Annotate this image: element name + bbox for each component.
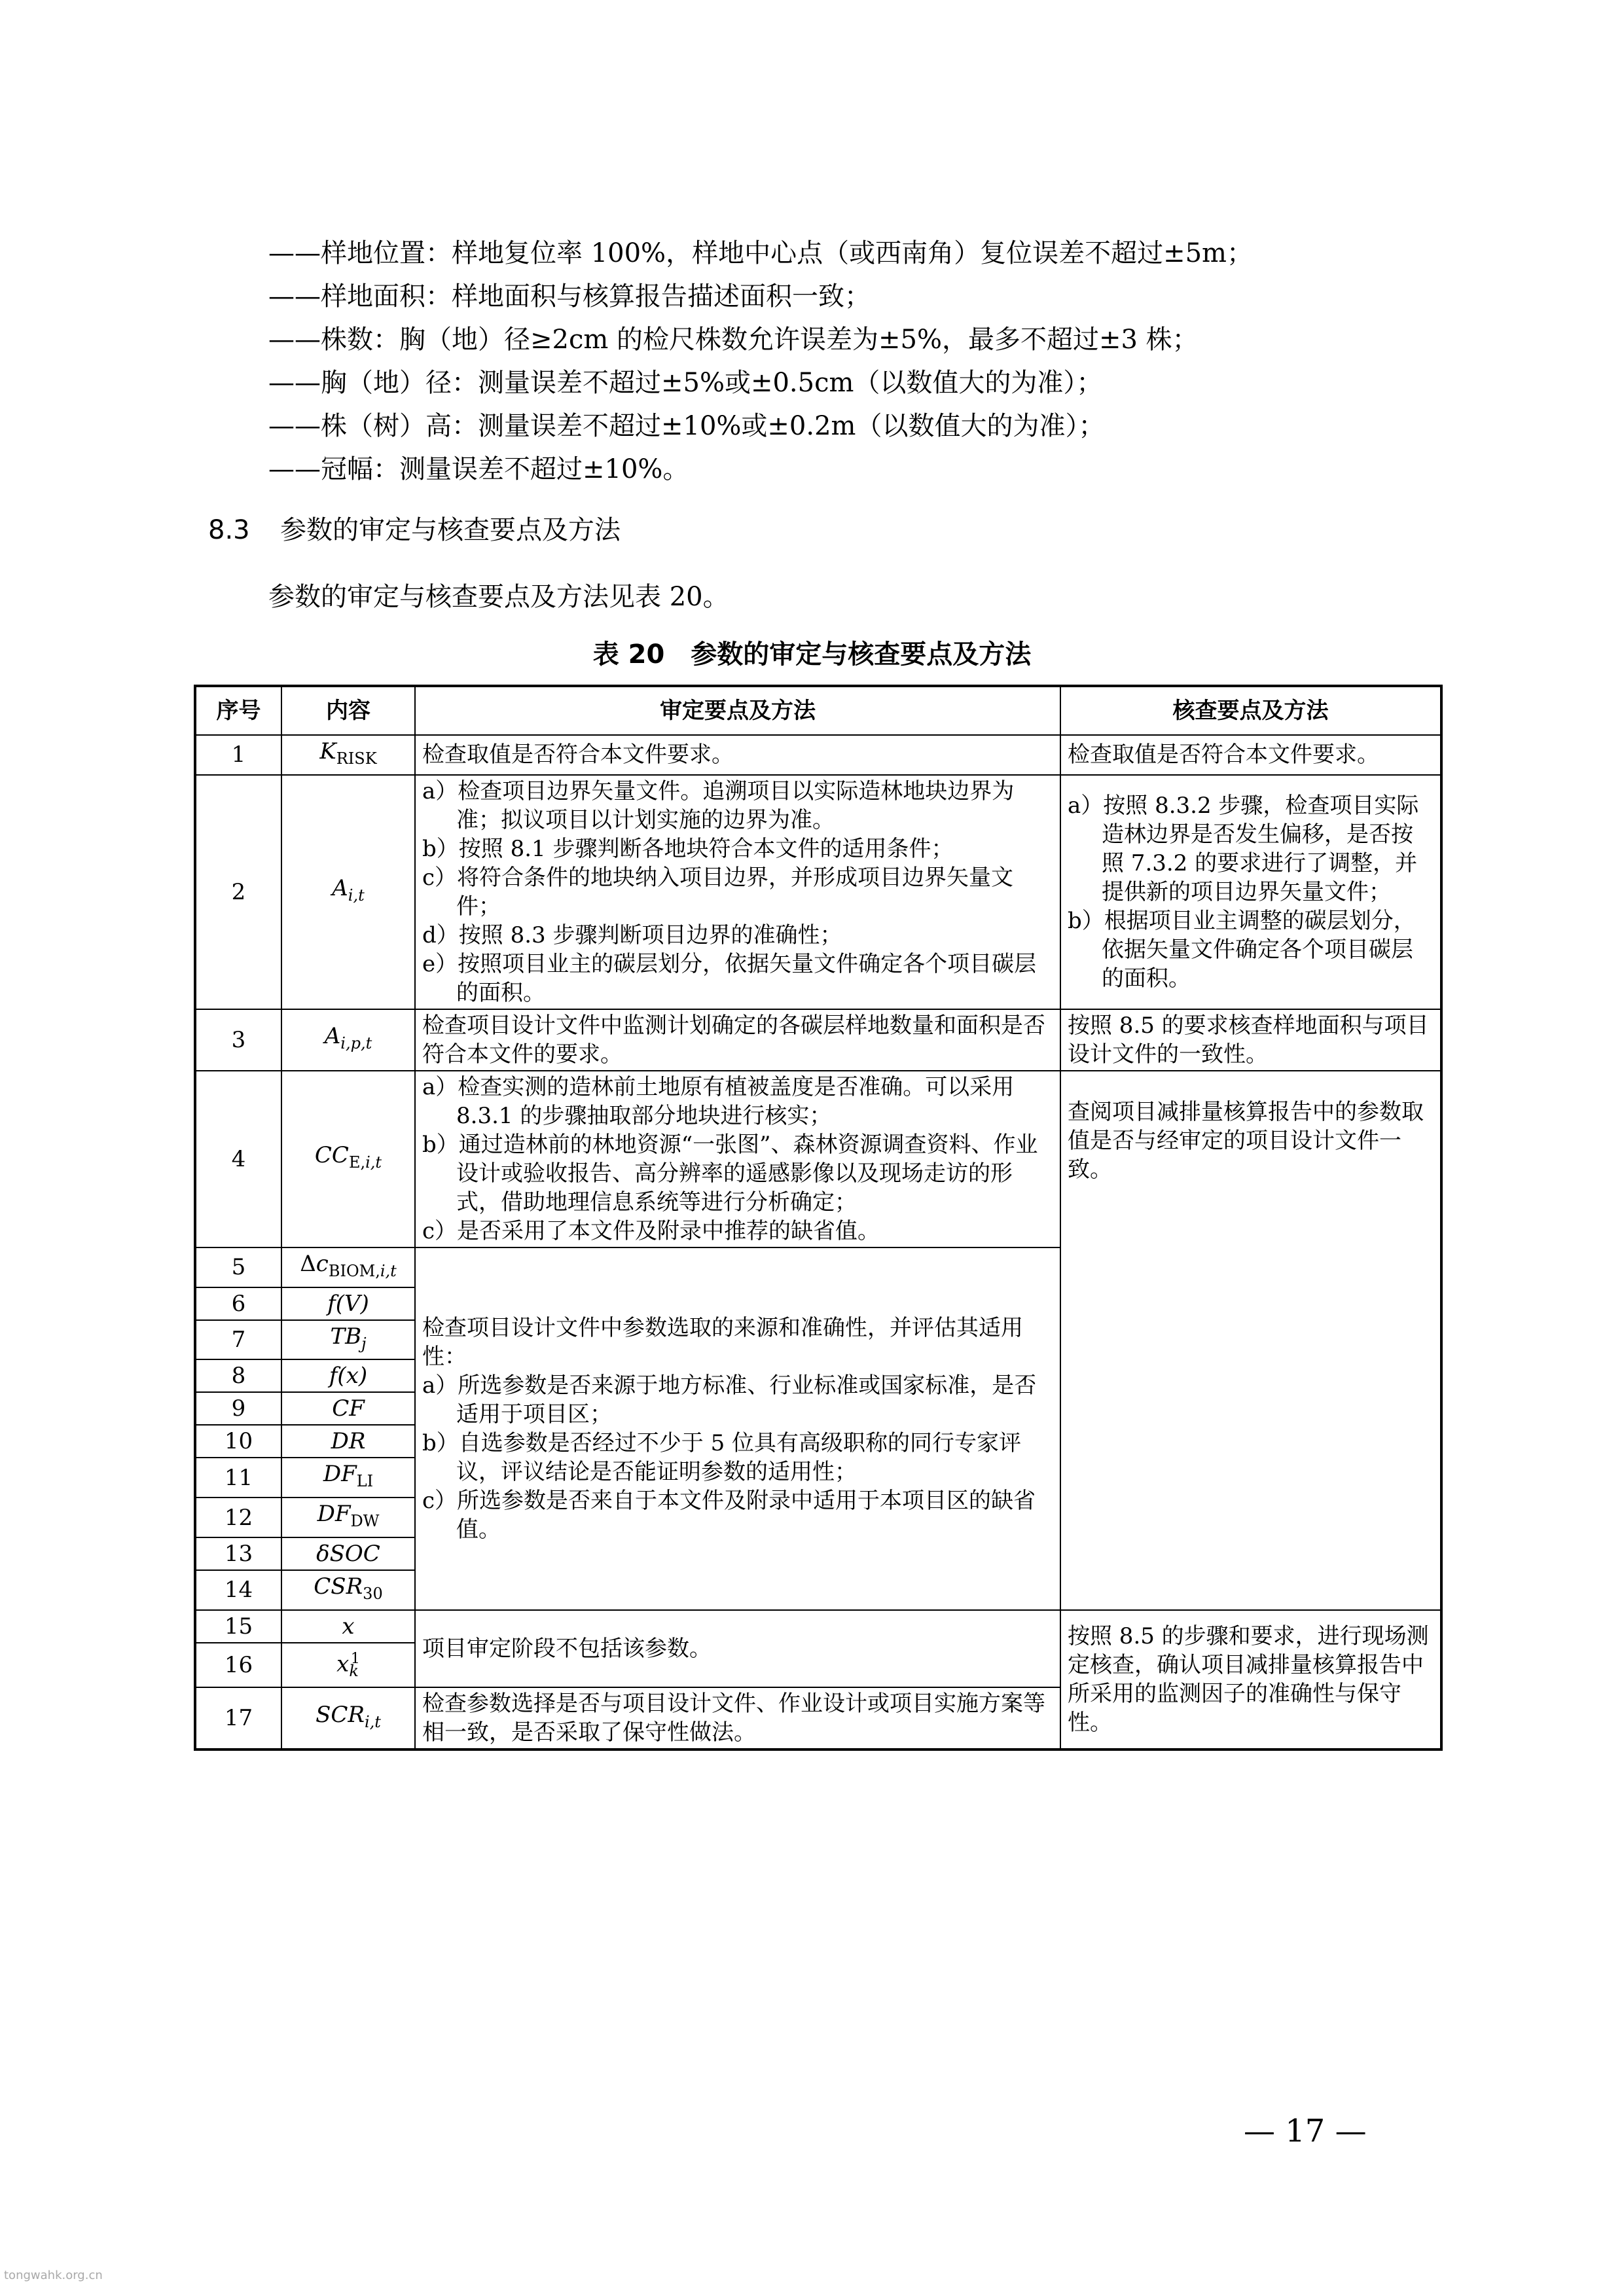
row-symbol: $DF_{LI}$ <box>281 1458 415 1498</box>
section-heading <box>208 509 621 547</box>
audit-cell <box>415 1071 1060 1247</box>
row-number: 3 <box>195 1009 281 1071</box>
bullet-item: ——样地位置：样地复位率 100%，样地中心点（或西南角）复位误差不超过±5m； <box>268 238 1253 268</box>
row-number: 10 <box>195 1425 281 1458</box>
header-check: 核查要点及方法 <box>1060 686 1441 735</box>
check-cell: 按照 8.5 的步骤和要求，进行现场测定核查，确认项目减排量核算报告中所采用的监测因子的准确性与保守性。 <box>1060 1610 1441 1749</box>
row-symbol: $x_k^1$ <box>281 1643 415 1687</box>
row-number: 13 <box>195 1537 281 1570</box>
check-cell: 按照 8.5 的要求核查样地面积与项目设计文件的一致性。 <box>1060 1009 1441 1071</box>
audit-cell: 项目审定阶段不包括该参数。 <box>415 1610 1060 1687</box>
row-symbol: f(V) <box>281 1287 415 1320</box>
page-number: — 17 — <box>1244 2113 1367 2149</box>
table-row <box>195 735 1441 775</box>
row-symbol: DR <box>281 1425 415 1458</box>
row-number: 4 <box>195 1071 281 1247</box>
table-row <box>195 1610 1441 1643</box>
parameter-table <box>194 685 1443 1751</box>
row-number: 1 <box>195 735 281 775</box>
table-caption: 表 20 参数的审定与核查要点及方法 <box>592 639 1032 670</box>
header-no: 序号 <box>195 686 281 735</box>
section-title: 参数的审定与核查要点及方法 <box>280 515 621 545</box>
intro-paragraph: 参数的审定与核查要点及方法见表 20。 <box>268 582 729 612</box>
bullet-item: ——冠幅：测量误差不超过±10%。 <box>268 454 689 484</box>
bullet-item: ——株数：胸（地）径≥2cm 的检尺株数允许误差为±5%，最多不超过±3 株； <box>268 325 1199 355</box>
table-row <box>195 1071 1441 1247</box>
row-symbol: $A_{i,p,t}$ <box>281 1009 415 1071</box>
row-symbol: $K_{RISK}$ <box>281 735 415 775</box>
audit-item: e）按照项目业主的碳层划分，依据矢量文件确定各个项目碳层的面积。 <box>422 950 1037 1006</box>
audit-item: d）按照 8.3 步骤判断项目边界的准确性； <box>422 922 842 948</box>
row-number: 16 <box>195 1643 281 1687</box>
audit-item: c）将符合条件的地块纳入项目边界，并形成项目边界矢量文件； <box>422 864 1014 920</box>
bullet-item: ——胸（地）径：测量误差不超过±5%或±0.5cm（以数值大的为准）； <box>268 368 1103 398</box>
bullet-item: ——株（树）高：测量误差不超过±10%或±0.2m（以数值大的为准）； <box>268 411 1105 441</box>
row-symbol: $DF_{DW}$ <box>281 1498 415 1537</box>
audit-cell <box>415 775 1060 1009</box>
audit-cell: 检查参数选择是否与项目设计文件、作业设计或项目实施方案等相一致，是否采取了保守性做法。 <box>415 1687 1060 1749</box>
check-item: a）按照 8.3.2 步骤，检查项目实际造林边界是否发生偏移，是否按照 7.3.2 的要求进行了调整，并提供新的项目边界矢量文件； <box>1068 792 1419 905</box>
row-number: 5 <box>195 1247 281 1287</box>
row-number: 11 <box>195 1458 281 1498</box>
audit-item: a）检查实测的造林前土地原有植被盖度是否准确。可以采用 8.3.1 的步骤抽取部分地块进行核实； <box>422 1073 1015 1129</box>
row-number: 14 <box>195 1570 281 1610</box>
row-number: 9 <box>195 1392 281 1425</box>
check-cell: 检查取值是否符合本文件要求。 <box>1060 735 1441 775</box>
check-cell <box>1060 775 1441 1009</box>
section-number: 8.3 <box>208 515 250 545</box>
audit-item: c）所选参数是否来自于本文件及附录中适用于本项目区的缺省值。 <box>422 1487 1036 1543</box>
audit-cell <box>415 1247 1060 1610</box>
audit-item: b）通过造林前的林地资源“一张图”、森林资源调查资料、作业设计或验收报告、高分辨率的遥感影像以及现场走访的形式，借助地理信息系统等进行分析确定； <box>422 1131 1038 1215</box>
row-symbol: CF <box>281 1392 415 1425</box>
audit-cell: 检查取值是否符合本文件要求。 <box>415 735 1060 775</box>
audit-item: 检查项目设计文件中参数选取的来源和准确性，并评估其适用性： <box>422 1314 1023 1370</box>
row-symbol: δSOC <box>281 1537 415 1570</box>
bullet-list <box>268 232 1253 491</box>
row-symbol: $CSR_{30}$ <box>281 1570 415 1610</box>
row-number: 8 <box>195 1359 281 1392</box>
audit-item: a）检查项目边界矢量文件。追溯项目以实际造林地块边界为准；拟议项目以计划实施的边界为准。 <box>422 778 1015 833</box>
row-number: 2 <box>195 775 281 1009</box>
bullet-item: ——样地面积：样地面积与核算报告描述面积一致； <box>268 281 871 312</box>
table-row <box>195 1009 1441 1071</box>
row-number: 12 <box>195 1498 281 1537</box>
row-symbol: $CC_{E,i,t}$ <box>281 1071 415 1247</box>
row-symbol: $TB_j$ <box>281 1320 415 1360</box>
row-number: 17 <box>195 1687 281 1749</box>
row-symbol: x <box>281 1610 415 1643</box>
row-number: 6 <box>195 1287 281 1320</box>
table-header-row <box>195 686 1441 735</box>
row-symbol: f(x) <box>281 1359 415 1392</box>
row-number: 7 <box>195 1320 281 1360</box>
audit-item: a）所选参数是否来源于地方标准、行业标准或国家标准，是否适用于项目区； <box>422 1372 1037 1427</box>
check-item: b）根据项目业主调整的碳层划分，依据矢量文件确定各个项目碳层的面积。 <box>1068 907 1416 992</box>
footer-watermark-text: tongwahk.org.cn <box>4 2269 103 2282</box>
check-cell: 查阅项目减排量核算报告中的参数取值是否与经审定的项目设计文件一致。 <box>1060 1071 1441 1610</box>
audit-item: b）按照 8.1 步骤判断各地块符合本文件的适用条件； <box>422 835 954 862</box>
row-symbol: $\Delta c_{BIOM,i,t}$ <box>281 1247 415 1287</box>
row-number: 15 <box>195 1610 281 1643</box>
table-row <box>195 775 1441 1009</box>
row-symbol: $SCR_{i,t}$ <box>281 1687 415 1749</box>
audit-item: c）是否采用了本文件及附录中推荐的缺省值。 <box>422 1217 880 1244</box>
audit-cell: 检查项目设计文件中监测计划确定的各碳层样地数量和面积是否符合本文件的要求。 <box>415 1009 1060 1071</box>
audit-item: b）自选参数是否经过不少于 5 位具有高级职称的同行专家评议，评议结论是否能证明参数的适用性； <box>422 1429 1022 1485</box>
header-audit: 审定要点及方法 <box>415 686 1060 735</box>
row-symbol: $A_{i,t}$ <box>281 775 415 1009</box>
header-content: 内容 <box>281 686 415 735</box>
